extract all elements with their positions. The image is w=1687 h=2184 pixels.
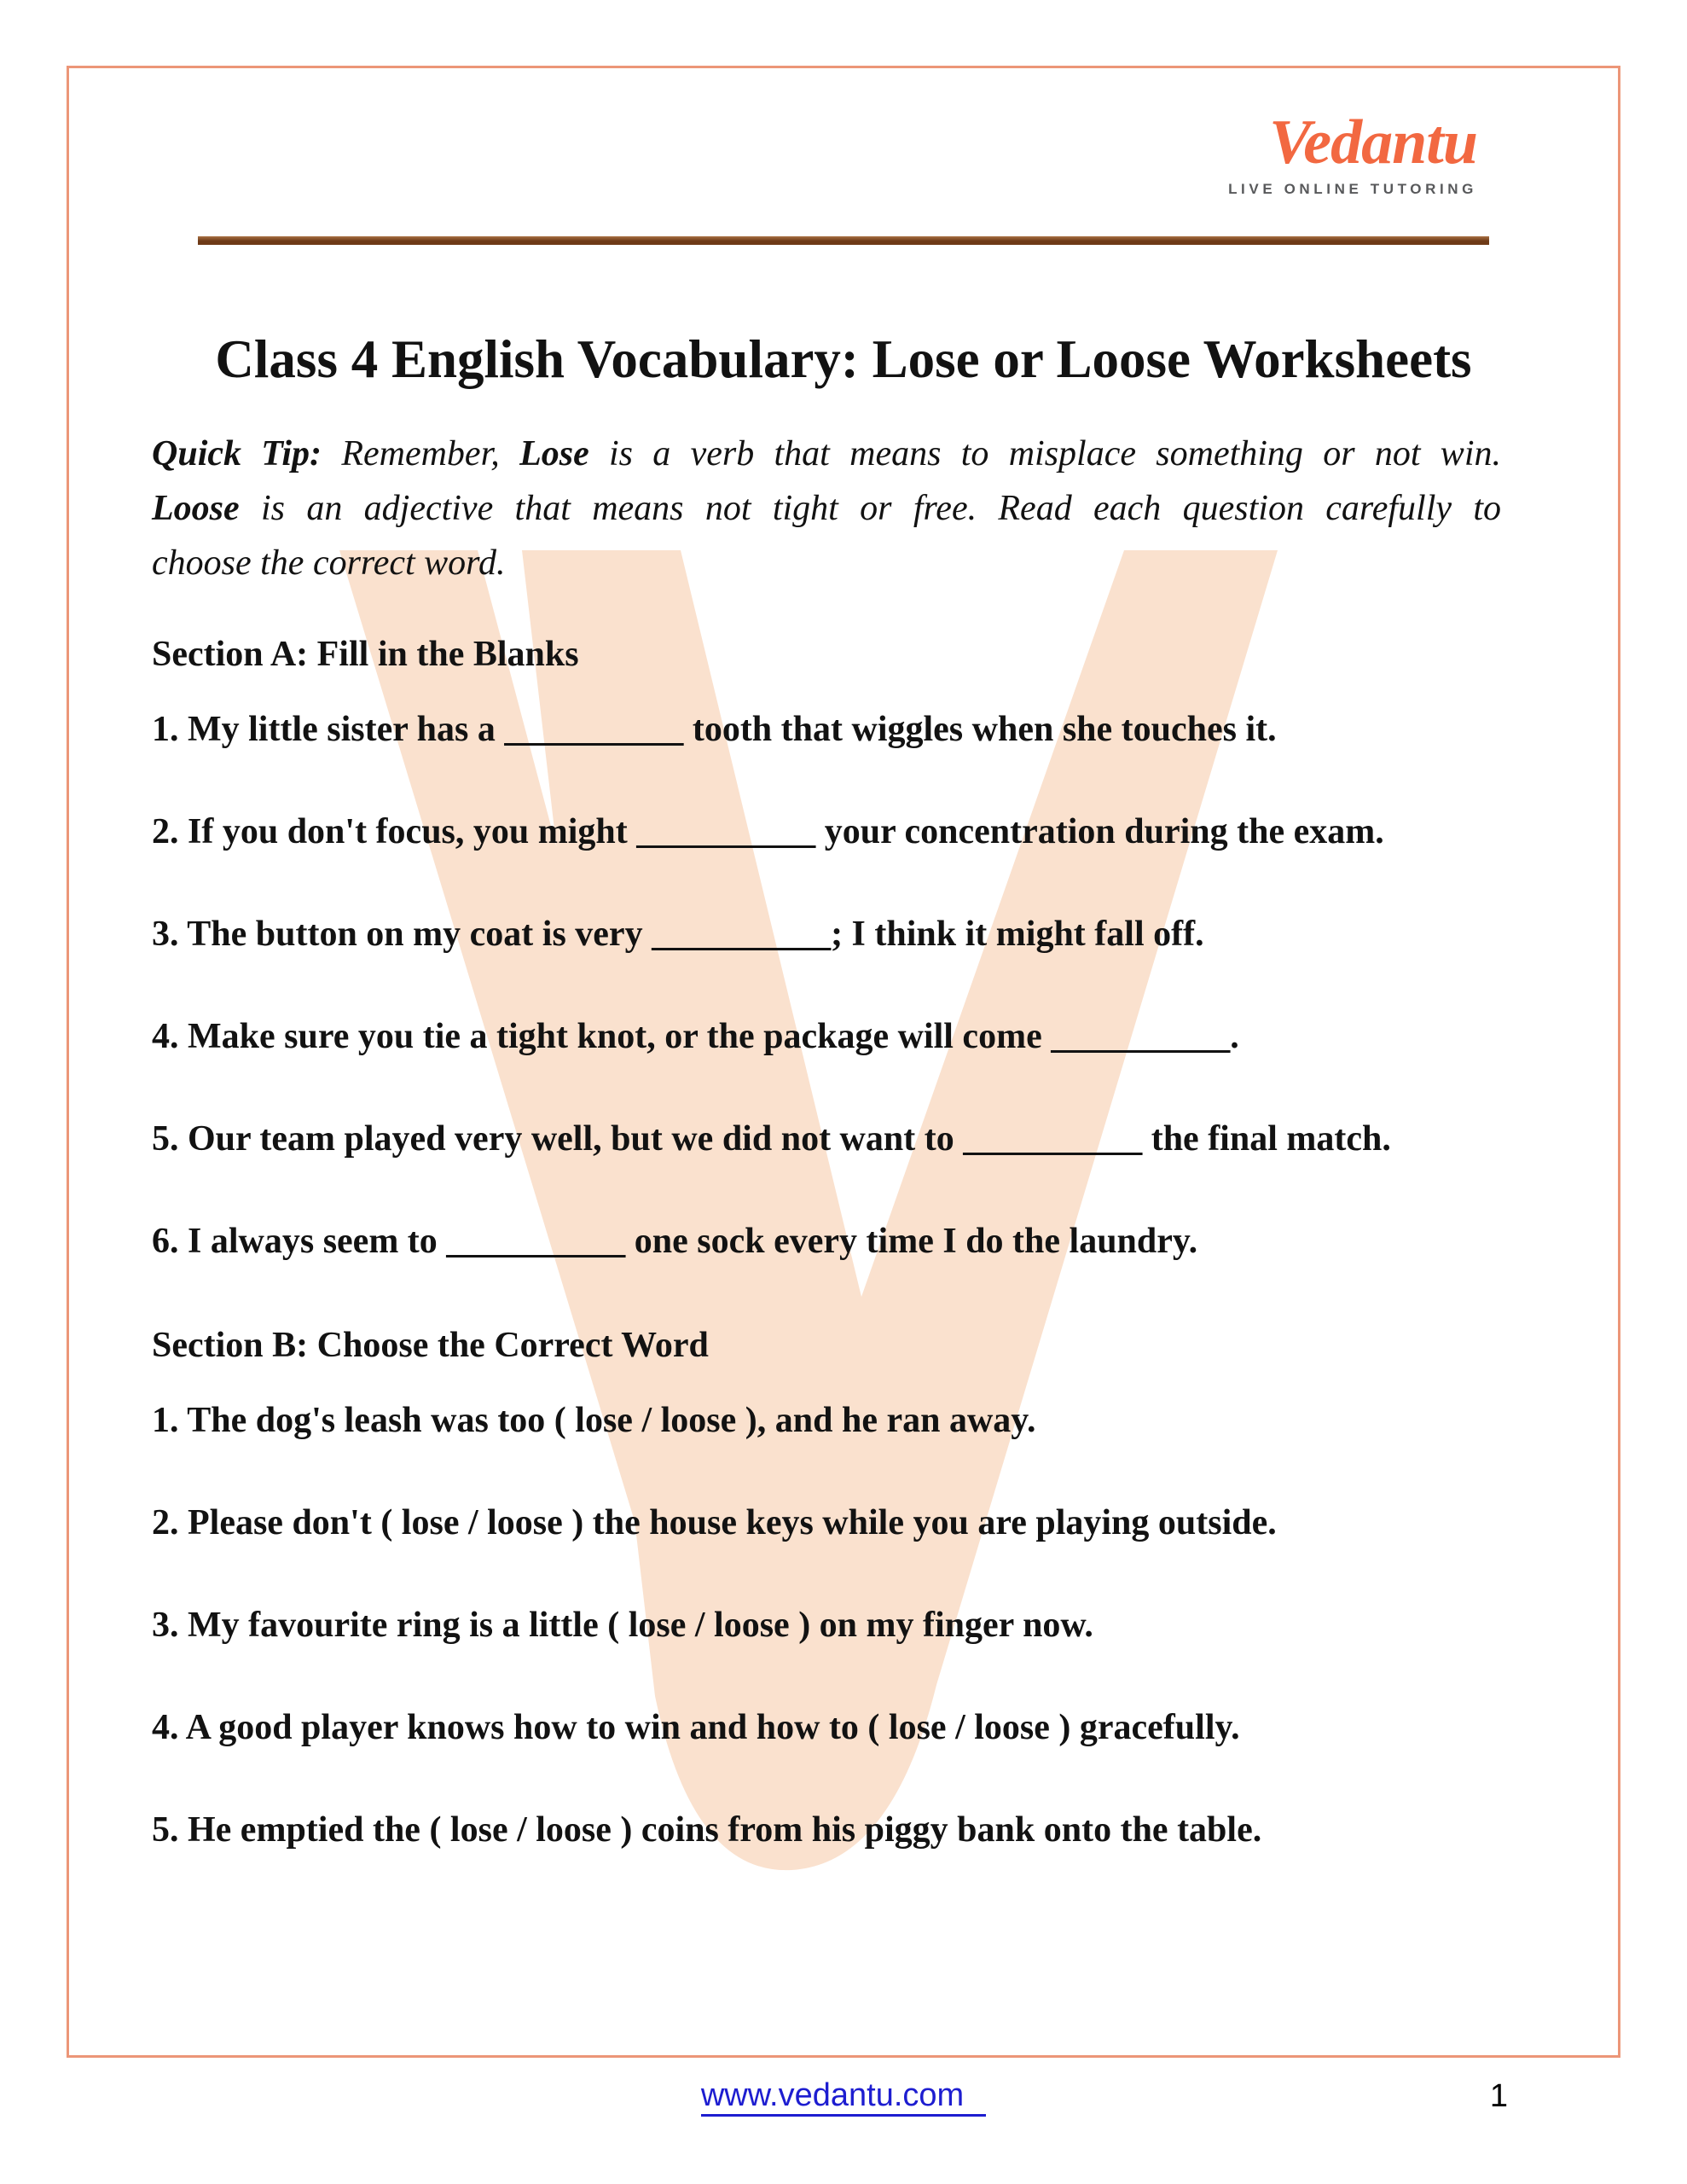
- question: 1. The dog's leash was too ( lose / loose ), and he ran away.: [152, 1401, 1036, 1440]
- quick-tip-line: [152, 427, 1501, 481]
- vedantu-logo-tagline: LIVE ONLINE TUTORING: [1228, 181, 1477, 197]
- quick-tip-line: [152, 481, 1501, 536]
- section-b-questions: [152, 1399, 1551, 1877]
- quick-tip-text: Remember,: [322, 434, 520, 473]
- question: 3. My favourite ring is a little ( lose / loose ) on my finger now.: [152, 1606, 1093, 1645]
- question: 5. He emptied the ( lose / loose ) coins from his piggy bank onto the table.: [152, 1810, 1262, 1850]
- quick-tip-line: [152, 536, 1501, 590]
- page-number: 1: [1489, 2078, 1508, 2114]
- question: 2. Please don't ( lose / loose ) the house keys while you are playing outside.: [152, 1503, 1277, 1542]
- quick-tip-emphasis: Quick Tip:: [152, 434, 322, 473]
- quick-tip-text: choose the correct word.: [152, 543, 506, 583]
- vedantu-logo-wordmark: Vedantu: [1269, 107, 1477, 177]
- page-title: Class 4 English Vocabulary: Lose or Loose Worksheets: [215, 329, 1472, 389]
- question: 2. If you don't focus, you might __________ your concentration during the exam.: [152, 812, 1384, 851]
- quick-tip-text: is an adjective that means not tight or free. Read each question carefully to: [239, 489, 1501, 528]
- question: 1. My little sister has a __________ tooth that wiggles when she touches it.: [152, 710, 1277, 749]
- question: 4. Make sure you tie a tight knot, or the package will come __________.: [152, 1017, 1239, 1056]
- section-b-heading: Section B: Choose the Correct Word: [152, 1326, 709, 1365]
- question: 3. The button on my coat is very __________; I think it might fall off.: [152, 915, 1204, 954]
- quick-tip: [152, 427, 1501, 590]
- question: 6. I always seem to __________ one sock every time I do the laundry.: [152, 1222, 1198, 1261]
- quick-tip-emphasis: Loose: [152, 489, 240, 528]
- section-a-questions: [152, 708, 1551, 1261]
- quick-tip-text: is a verb that means to misplace something or not win.: [588, 434, 1501, 473]
- question: 4. A good player knows how to win and how to ( lose / loose ) gracefully.: [152, 1708, 1240, 1747]
- footer-link[interactable]: www.vedantu.com: [701, 2077, 986, 2117]
- header-divider: [198, 236, 1489, 245]
- quick-tip-emphasis: Lose: [519, 434, 589, 473]
- vedantu-logo: [1134, 109, 1477, 198]
- question: 5. Our team played very well, but we did not want to __________ the final match.: [152, 1119, 1391, 1159]
- section-a-heading: Section A: Fill in the Blanks: [152, 635, 579, 674]
